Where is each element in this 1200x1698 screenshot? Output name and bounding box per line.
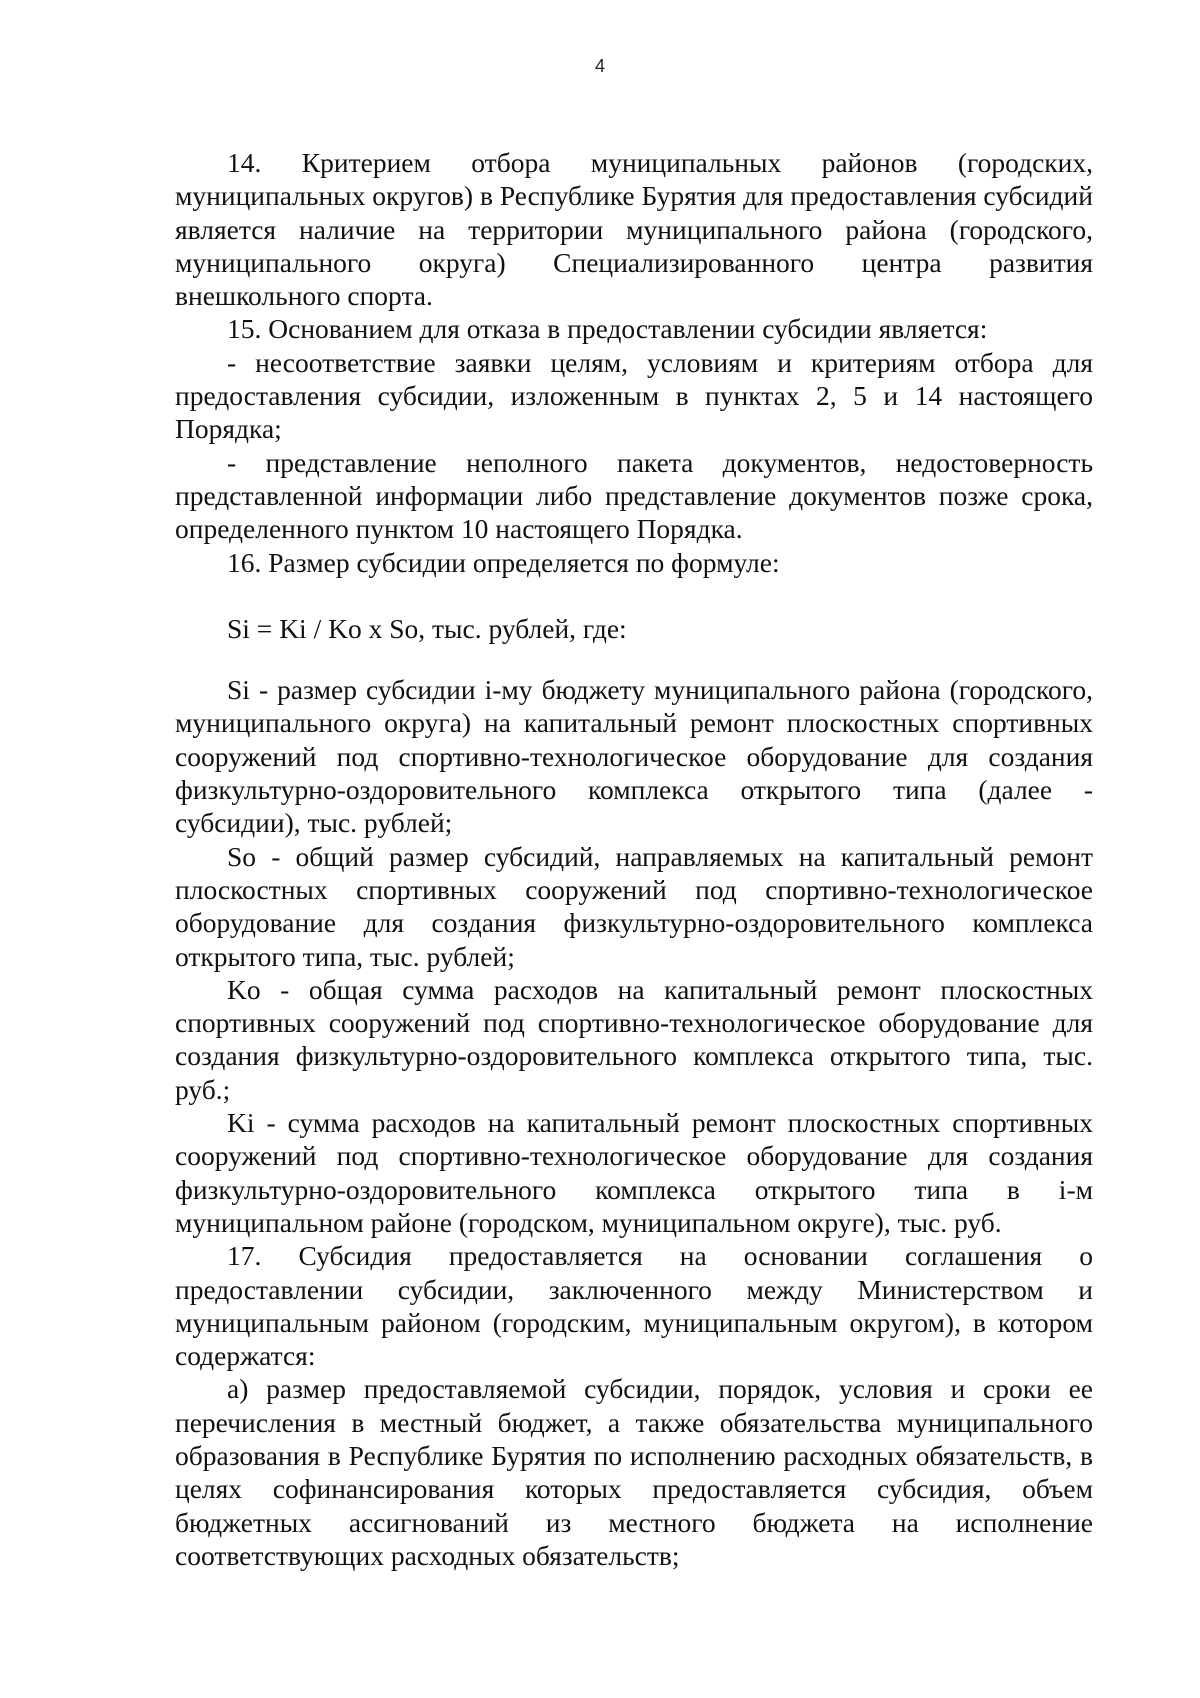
document-body xyxy=(175,146,1093,1572)
definition-ki: Ki - сумма расходов на капитальный ремонт плоскостных спортивных сооружений под спортивно-технологическое оборудование для создания физкультурно-оздоровительного комплекса открытого типа в i-м муниципальном районе (городском, муниципальном округе), тыс. руб. xyxy=(175,1107,1093,1238)
paragraph-15-item-mismatch: - несоответствие заявки целям, условиям и критериям отбора для предоставления субсидии, изложенным в пунктах 2, 5 и 14 настоящего Порядка; xyxy=(175,346,1093,445)
definition-ko: Ko - общая сумма расходов на капитальный ремонт плоскостных спортивных сооружений под спортивно-технологическое оборудование для создания физкультурно-оздоровительного комплекса открытого типа, тыс. руб.; xyxy=(175,973,1093,1105)
paragraph-15-refusal-grounds: 15. Основанием для отказа в предоставлении субсидии является: xyxy=(227,313,988,345)
definition-so: So - общий размер субсидий, направляемых на капитальный ремонт плоскостных спортивных сооружений под спортивно-технологическое оборудование для создания физкультурно-оздоровительного комплекса открытого типа, тыс. рублей; xyxy=(175,840,1093,972)
paragraph-17-item-a: а) размер предоставляемой субсидии, порядок, условия и сроки ее перечисления в местный бюджет, а также обязательства муниципального образования в Республике Бурятия по исполнению расходных обязательств, в целях софинансирования которых предоставляется субсидия, объем бюджетных ассигнований из местного бюджета на исполнение соответствующих расходных обязательств; xyxy=(175,1373,1093,1571)
page-number: 4 xyxy=(594,56,605,76)
paragraph-17-agreement: 17. Субсидия предоставляется на основании соглашения о предоставлении субсидии, заключенного между Министерством и муниципальным районом (городским, муниципальным округом), в котором содержатся: xyxy=(175,1240,1093,1372)
formula: Si = Ki / Ko x So, тыс. рублей, где: xyxy=(227,612,627,644)
definition-si: Si - размер субсидии i-му бюджету муниципального района (городского, муниципального округа) на капитальный ремонт плоскостных спортивных сооружений под спортивно-технологическое оборудование для создания физкультурно-оздоровительного комплекса открытого типа (далее - субсидии), тыс. рублей; xyxy=(175,674,1093,839)
paragraph-15-item-incomplete: - представление неполного пакета документов, недостоверность представленной информации либо представление документов позже срока, определенного пунктом 10 настоящего Порядка. xyxy=(175,446,1093,545)
paragraph-16-formula-intro: 16. Размер субсидии определяется по формуле: xyxy=(227,546,780,578)
paragraph-14-criterion: 14. Критерием отбора муниципальных районов (городских, муниципальных округов) в Республике Бурятия для предоставления субсидий является наличие на территории муниципального района (городского, муниципального округа) Специализированного центра развития внешкольного спорта. xyxy=(175,147,1093,312)
